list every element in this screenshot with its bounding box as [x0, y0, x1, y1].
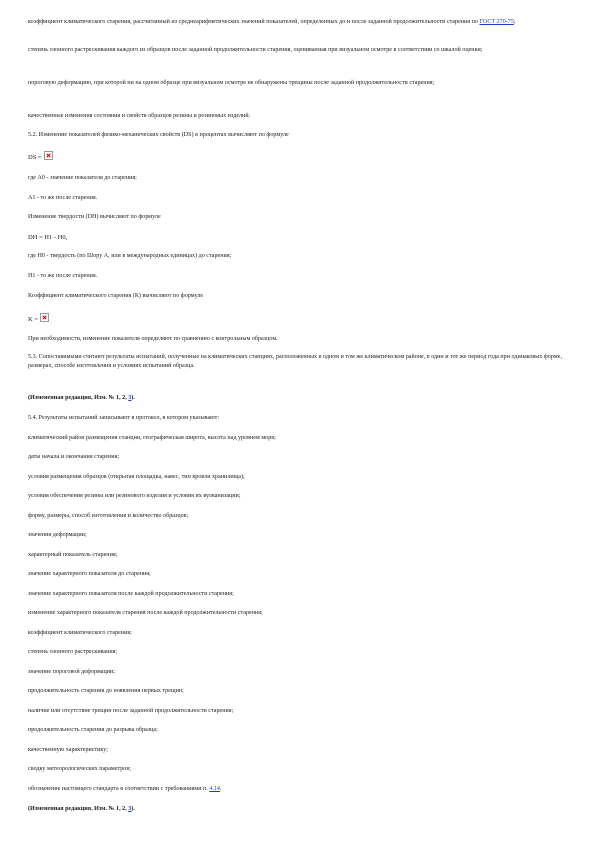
text: ; [513, 19, 516, 25]
list-item: условия размещения образцов (открытая площадка, навес, тип кровли хранилища); [28, 474, 245, 480]
text: . [219, 786, 222, 792]
list-item: значение характерного показателя после каждой продолжительности старения; [28, 591, 234, 597]
text: (Измененная редакция, Изм. № 1, 2, [28, 395, 129, 401]
paragraph-control-sample: При необходимости, изменение показателя определяют по сравнению с контрольным образцом. [28, 336, 278, 342]
paragraph-h1: H1 - то же после старения. [28, 273, 98, 279]
paragraph-h0: где H0 - твердость (по Шору А, или в международных единицах) до старения; [28, 253, 232, 259]
list-item: степень озонного растрескивания; [28, 649, 118, 655]
list-item: продолжительность старения до появления первых трещин; [28, 688, 184, 694]
text: ). [131, 395, 135, 401]
broken-image-icon [40, 313, 49, 322]
formula-k [28, 313, 568, 324]
text: коэффициент климатического старения, рассчитанный из среднеарифметических значений показателей, определенных до и после заданной продолжительности старения по [28, 19, 480, 25]
text: обозначение настоящего стандарта в соответствии с требованиями п. [28, 786, 210, 792]
formula-ds [28, 151, 568, 162]
list-item: характерный показатель старения; [28, 552, 118, 558]
formula-dh: DH = H1 - H0, [28, 234, 68, 241]
list-item: сводку метеорологических параметров; [28, 766, 131, 772]
list-item: качественную характеристику; [28, 747, 108, 753]
formula-label: DS = [28, 154, 42, 161]
revision-note-2 [28, 805, 568, 814]
paragraph-aging-coefficient [28, 18, 568, 27]
clause-5-2: 5.2. Изменение показателей физико-механических свойств (DS) в процентах вычисляют по формуле [28, 132, 289, 138]
paragraph-ozone-cracking: степень озонного растрескивания каждого из образцов после заданной продолжительности старения, оцениваемая при визуальном осмотре в соответствии со шкалой оценки; [28, 47, 483, 53]
amendment-3-link[interactable]: 3 [128, 806, 132, 812]
paragraph-qualitative-changes: качественные изменения состояния и свойств образцов резины и резиновых изделий. [28, 113, 251, 119]
list-item: коэффициент климатического старения; [28, 630, 132, 636]
list-item: изменение характерного показателя старения после каждой продолжительности старения; [28, 610, 263, 616]
paragraph-a1: A1 - то же после старения. [28, 195, 98, 201]
text: (Измененная редакция, Изм. № 1, 2, [28, 806, 129, 812]
list-item: значение пороговой деформации; [28, 669, 115, 675]
list-item: даты начала и окончания старения; [28, 454, 120, 460]
list-item: наличие или отсутствие трещин после заданной продолжительности старения; [28, 708, 234, 714]
list-item: значение характерного показателя до старения; [28, 571, 151, 577]
list-item: форму, размеры, способ изготовления и количество образцов; [28, 513, 189, 519]
clause-5-3: 5.3. Сопоставимыми считают результаты испытаний, полученные на климатических станциях, расположенных в одном и том же климатическом районе, в один и тот же период года при одинаковых форме, размерах, способе изготовления и условиях испытаний образца. [28, 354, 562, 369]
paragraph-threshold-deformation: пороговую деформацию, при которой ни на одном образце при визуальном осмотре не обнаружены трещины после заданной продолжительности старения; [28, 80, 435, 86]
list-item: продолжительность старения до разрыва образца; [28, 727, 158, 733]
amendment-3-link[interactable]: 3 [128, 395, 132, 401]
list-item: значения деформации; [28, 532, 87, 538]
gost-270-75-link[interactable]: ГОСТ 270-75 [479, 19, 514, 25]
paragraph-dh-intro: Изменение твердости (DH) вычисляют по формуле [28, 214, 161, 220]
paragraph-k-intro: Коэффициент климатического старения (К) вычисляют по формуле [28, 293, 204, 299]
list-item: климатический район размещения станции, географическая широта, высота над уровнем моря; [28, 435, 276, 441]
text: ). [131, 806, 135, 812]
broken-image-icon [44, 151, 53, 160]
list-item [28, 785, 568, 794]
list-item: условия обеспечения резины или резинового изделия и условия их вулканизации; [28, 493, 241, 499]
revision-note-1 [28, 394, 568, 403]
clause-4-14-link[interactable]: 4.14 [209, 786, 220, 792]
paragraph-a0: где A0 - значение показателя до старения; [28, 175, 137, 181]
formula-label: K = [28, 316, 38, 323]
clause-5-4: 5.4. Результаты испытаний записывают в протокол, в котором указывают: [28, 415, 220, 421]
